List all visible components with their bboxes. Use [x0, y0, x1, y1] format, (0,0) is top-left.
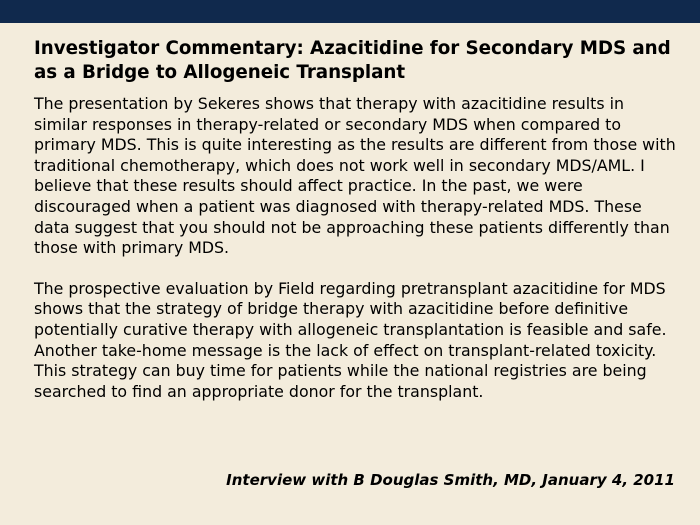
slide-title: Investigator Commentary: Azacitidine for Secondary MDS and as a Bridge to Allogeneic Transplant: [34, 38, 671, 83]
commentary-paragraph-field: The prospective evaluation by Field regarding pretransplant azacitidine for MDS shows that the strategy of bridge therapy with azacitidine before definitive potentially curative therapy with allogeneic transplantation is feasible and safe. Another take-home message is the lack of effect on transplant-related toxicity. This strategy can buy time for patients while the national registries are being searched to find an appropriate donor for the transplant.: [34, 278, 667, 401]
interview-attribution: Interview with B Douglas Smith, MD, January 4, 2011: [226, 471, 675, 489]
slide-content: [34, 37, 679, 402]
commentary-paragraph-sekeres: The presentation by Sekeres shows that therapy with azacitidine results in similar responses in therapy-related or secondary MDS when compared to primary MDS. This is quite interesting as the results are different from those with traditional chemotherapy, which does not work well in secondary MDS/AML. I believe that these results should affect practice. In the past, we were discouraged when a patient was diagnosed with therapy-related MDS. These data suggest that you should not be approaching these patients differently than those with primary MDS.: [34, 94, 676, 258]
header-bar: [0, 0, 700, 23]
